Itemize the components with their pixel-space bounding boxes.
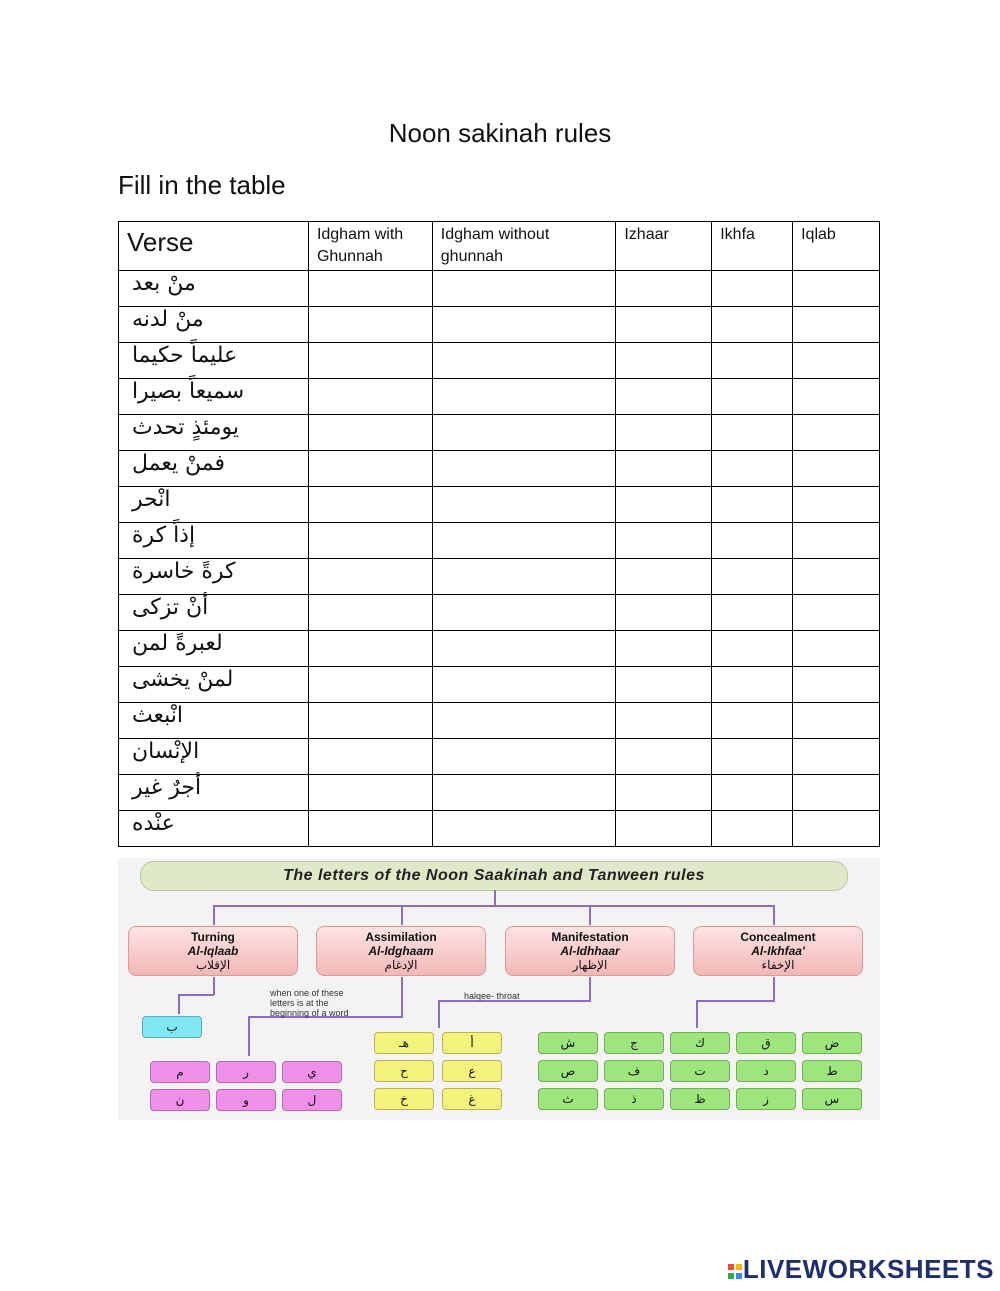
verse-text: انْحر — [131, 487, 171, 512]
answer-cell[interactable] — [712, 523, 793, 559]
answer-cell[interactable] — [616, 631, 712, 667]
answer-cell[interactable] — [308, 523, 432, 559]
answer-cell[interactable] — [793, 811, 880, 847]
brand-text: LIVEWORKSHEETS — [742, 1254, 994, 1284]
table-row — [119, 631, 880, 667]
idgham-letter: ل — [282, 1089, 342, 1111]
ikhfa-letter: ك — [670, 1032, 730, 1054]
answer-cell[interactable] — [308, 559, 432, 595]
verse-cell — [119, 559, 309, 595]
verse-text: أنْ تزكى — [131, 595, 209, 620]
verse-cell — [119, 703, 309, 739]
verse-text: فمنْ يعمل — [131, 451, 226, 476]
header-idgham-with-ghunnah: Idgham with Ghunnah — [308, 222, 432, 271]
verse-text: لمنْ يخشى — [131, 667, 234, 692]
ikhfa-letter: ظ — [670, 1088, 730, 1110]
category-translit: Al-Idhhaar — [560, 944, 620, 958]
category-name: Turning — [191, 930, 235, 944]
ikhfa-letter: ز — [736, 1088, 796, 1110]
answer-cell[interactable] — [432, 487, 616, 523]
category-name: Assimilation — [365, 930, 437, 944]
verse-cell — [119, 811, 309, 847]
category-name: Manifestation — [551, 930, 629, 944]
category-arabic: الإخفاء — [761, 958, 795, 972]
ikhfa-letter: ط — [802, 1060, 862, 1082]
verse-cell — [119, 487, 309, 523]
answer-cell[interactable] — [432, 415, 616, 451]
verse-cell — [119, 379, 309, 415]
verse-text: انْبعث — [131, 703, 184, 728]
ikhfa-letter: ت — [670, 1060, 730, 1082]
answer-cell[interactable] — [616, 271, 712, 307]
answer-cell[interactable] — [432, 523, 616, 559]
category-ikhfa — [693, 926, 863, 976]
answer-cell[interactable] — [793, 667, 880, 703]
answer-cell[interactable] — [308, 667, 432, 703]
izhar-letter: غ — [442, 1088, 502, 1110]
izhar-letter: ع — [442, 1060, 502, 1082]
verse-text: منْ بعد — [131, 271, 196, 296]
answer-cell[interactable] — [616, 451, 712, 487]
answer-cell[interactable] — [793, 487, 880, 523]
ikhfa-letter: ذ — [604, 1088, 664, 1110]
table-row — [119, 523, 880, 559]
table-row — [119, 667, 880, 703]
answer-cell[interactable] — [793, 343, 880, 379]
answer-cell[interactable] — [616, 811, 712, 847]
table-row — [119, 487, 880, 523]
category-translit: Al-Idghaam — [368, 944, 434, 958]
answer-cell[interactable] — [616, 559, 712, 595]
category-arabic: الإقلاب — [195, 958, 231, 972]
ikhfa-letter: ف — [604, 1060, 664, 1082]
answer-cell[interactable] — [432, 271, 616, 307]
answer-cell[interactable] — [712, 775, 793, 811]
answer-cell[interactable] — [308, 271, 432, 307]
izhar-letter: ح — [374, 1060, 434, 1082]
header-ikhfa: Ikhfa — [712, 222, 793, 271]
verse-text: إذاً كرة — [131, 523, 196, 548]
idgham-letter: ر — [216, 1061, 276, 1083]
answer-cell[interactable] — [712, 703, 793, 739]
ikhfa-letter: ث — [538, 1088, 598, 1110]
answer-cell[interactable] — [308, 739, 432, 775]
table-row — [119, 595, 880, 631]
answer-cell[interactable] — [432, 595, 616, 631]
answer-cell[interactable] — [308, 775, 432, 811]
rules-diagram — [118, 858, 880, 1120]
answer-cell[interactable] — [308, 343, 432, 379]
answer-cell[interactable] — [616, 523, 712, 559]
answer-cell[interactable] — [432, 703, 616, 739]
answer-cell[interactable] — [712, 343, 793, 379]
answer-cell[interactable] — [793, 775, 880, 811]
category-name: Concealment — [740, 930, 816, 944]
verse-text: لعبرةً لمن — [131, 631, 223, 656]
ikhfa-letter: س — [802, 1088, 862, 1110]
answer-cell[interactable] — [712, 379, 793, 415]
verse-text: الإنْسان — [131, 739, 200, 764]
category-iqlab — [128, 926, 298, 976]
ikhfa-letter: ش — [538, 1032, 598, 1054]
answer-cell[interactable] — [712, 631, 793, 667]
verse-text: أجرٌ غير — [131, 775, 202, 800]
answer-cell[interactable] — [712, 559, 793, 595]
verse-cell — [119, 415, 309, 451]
verse-text: عنْده — [131, 811, 175, 836]
verse-text: يومئذٍ تحدث — [131, 415, 239, 440]
verse-cell — [119, 451, 309, 487]
table-row — [119, 811, 880, 847]
verse-cell — [119, 343, 309, 379]
verse-cell — [119, 739, 309, 775]
header-idgham-without-ghunnah: Idgham without ghunnah — [432, 222, 616, 271]
answer-cell[interactable] — [712, 415, 793, 451]
verse-cell — [119, 307, 309, 343]
answer-cell[interactable] — [793, 631, 880, 667]
table-row — [119, 271, 880, 307]
answer-cell[interactable] — [616, 343, 712, 379]
ikhfa-letter: ض — [802, 1032, 862, 1054]
answer-cell[interactable] — [616, 739, 712, 775]
verse-cell — [119, 595, 309, 631]
answer-cell[interactable] — [616, 487, 712, 523]
table-row — [119, 775, 880, 811]
table-row — [119, 379, 880, 415]
answer-cell[interactable] — [793, 307, 880, 343]
answer-cell[interactable] — [308, 451, 432, 487]
answer-cell[interactable] — [432, 559, 616, 595]
ikhfa-letter: ص — [538, 1060, 598, 1082]
manifestation-note: halqee- throat — [464, 991, 520, 1001]
category-arabic: الإدغام — [384, 958, 418, 972]
answer-cell[interactable] — [308, 631, 432, 667]
answer-cell[interactable] — [432, 379, 616, 415]
ikhfa-letter: ق — [736, 1032, 796, 1054]
answer-cell[interactable] — [712, 811, 793, 847]
table-row — [119, 415, 880, 451]
answer-cell[interactable] — [616, 667, 712, 703]
verse-text: كرةً خاسرة — [131, 559, 236, 584]
answer-cell[interactable] — [308, 595, 432, 631]
header-iqlab: Iqlab — [793, 222, 880, 271]
verse-cell — [119, 667, 309, 703]
answer-cell[interactable] — [308, 415, 432, 451]
idgham-letter: ن — [150, 1089, 210, 1111]
answer-cell[interactable] — [616, 775, 712, 811]
verse-text: سميعاً بصيرا — [131, 379, 245, 404]
verse-text: عليماً حكيما — [131, 343, 238, 368]
answer-cell[interactable] — [616, 415, 712, 451]
category-idgham — [316, 926, 486, 976]
answer-cell[interactable] — [793, 451, 880, 487]
answer-cell[interactable] — [793, 271, 880, 307]
answer-cell[interactable] — [793, 703, 880, 739]
instruction-text: Fill in the table — [118, 170, 286, 200]
header-verse: Verse — [119, 222, 309, 271]
answer-cell[interactable] — [308, 307, 432, 343]
table-row — [119, 307, 880, 343]
verse-text: منْ لدنه — [131, 307, 204, 332]
answer-cell[interactable] — [432, 775, 616, 811]
verse-cell — [119, 631, 309, 667]
answer-cell[interactable] — [793, 379, 880, 415]
izhar-letter: هـ — [374, 1032, 434, 1054]
answer-cell[interactable] — [432, 811, 616, 847]
ikhfa-letter: د — [736, 1060, 796, 1082]
answer-cell[interactable] — [793, 415, 880, 451]
category-arabic: الإظهار — [572, 958, 608, 972]
answer-cell[interactable] — [712, 307, 793, 343]
category-izhar — [505, 926, 675, 976]
table-row — [119, 703, 880, 739]
izhar-letter: أ — [442, 1032, 502, 1054]
answer-cell[interactable] — [712, 667, 793, 703]
answer-cell[interactable] — [308, 487, 432, 523]
iqlab-letter: ب — [142, 1016, 202, 1038]
assimilation-note: when one of these letters is at the beginning of a word — [270, 988, 349, 1018]
category-translit: Al-Iqlaab — [187, 944, 239, 958]
answer-cell[interactable] — [616, 595, 712, 631]
answer-cell[interactable] — [712, 271, 793, 307]
verse-cell — [119, 271, 309, 307]
answer-cell[interactable] — [616, 703, 712, 739]
answer-cell[interactable] — [432, 739, 616, 775]
answer-cell[interactable] — [308, 379, 432, 415]
liveworksheets-logo — [727, 1254, 994, 1285]
category-translit: Al-Ikhfaa' — [751, 944, 805, 958]
answer-cell[interactable] — [616, 379, 712, 415]
rules-table — [118, 221, 880, 847]
idgham-letter: و — [216, 1089, 276, 1111]
answer-cell[interactable] — [793, 559, 880, 595]
table-row — [119, 451, 880, 487]
verse-cell — [119, 523, 309, 559]
answer-cell[interactable] — [712, 595, 793, 631]
header-izhaar: Izhaar — [616, 222, 712, 271]
answer-cell[interactable] — [712, 487, 793, 523]
izhar-letter: خ — [374, 1088, 434, 1110]
answer-cell[interactable] — [712, 451, 793, 487]
answer-cell[interactable] — [432, 631, 616, 667]
table-row — [119, 739, 880, 775]
diagram-banner: The letters of the Noon Saakinah and Tanween rules — [140, 861, 848, 891]
answer-cell[interactable] — [432, 307, 616, 343]
answer-cell[interactable] — [793, 595, 880, 631]
verse-cell — [119, 775, 309, 811]
idgham-letter: ي — [282, 1061, 342, 1083]
answer-cell[interactable] — [432, 451, 616, 487]
answer-cell[interactable] — [308, 811, 432, 847]
answer-cell[interactable] — [432, 343, 616, 379]
answer-cell[interactable] — [308, 703, 432, 739]
page-title: Noon sakinah rules — [388, 118, 612, 148]
table-row — [119, 343, 880, 379]
table-row — [119, 559, 880, 595]
answer-cell[interactable] — [616, 307, 712, 343]
ikhfa-letter: ج — [604, 1032, 664, 1054]
idgham-letter: م — [150, 1061, 210, 1083]
answer-cell[interactable] — [712, 739, 793, 775]
table-header-row — [119, 222, 880, 271]
answer-cell[interactable] — [793, 739, 880, 775]
answer-cell[interactable] — [793, 523, 880, 559]
answer-cell[interactable] — [432, 667, 616, 703]
